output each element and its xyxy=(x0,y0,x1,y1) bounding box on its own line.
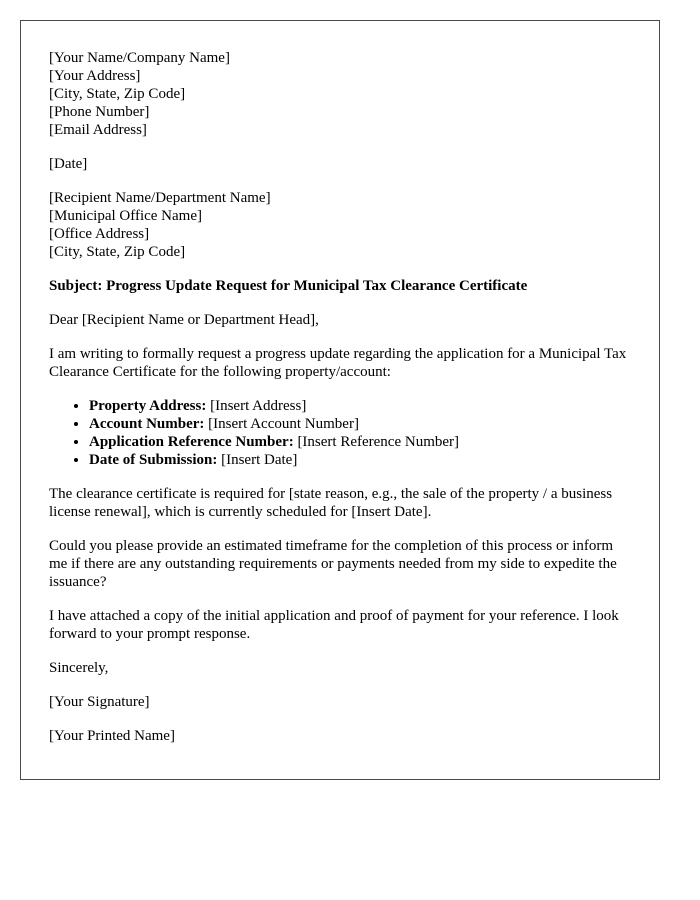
sender-block xyxy=(49,49,631,139)
detail-label: Date of Submission: xyxy=(89,452,218,468)
detail-value: [Insert Reference Number] xyxy=(293,434,460,450)
list-item xyxy=(89,433,631,451)
date-line: [Date] xyxy=(49,156,88,172)
sender-city-state-zip: [City, State, Zip Code] xyxy=(49,86,186,102)
recipient-city-state-zip: [City, State, Zip Code] xyxy=(49,244,186,260)
letter-page xyxy=(20,20,660,780)
printed-name: [Your Printed Name] xyxy=(49,728,175,744)
detail-label: Property Address: xyxy=(89,398,207,414)
list-item xyxy=(89,415,631,433)
recipient-office: [Municipal Office Name] xyxy=(49,208,202,224)
detail-value: [Insert Account Number] xyxy=(204,416,359,432)
recipient-name: [Recipient Name/Department Name] xyxy=(49,190,271,206)
salutation: Dear [Recipient Name or Department Head], xyxy=(49,312,319,328)
detail-value: [Insert Address] xyxy=(206,398,307,414)
sender-phone: [Phone Number] xyxy=(49,104,150,120)
detail-value: [Insert Date] xyxy=(217,452,298,468)
list-item xyxy=(89,397,631,415)
recipient-address: [Office Address] xyxy=(49,226,150,242)
intro-paragraph: I am writing to formally request a progress update regarding the application for a Municipal Tax Clearance Certificate for the following property/account: xyxy=(49,346,627,380)
list-item xyxy=(89,451,631,469)
sender-email: [Email Address] xyxy=(49,122,147,138)
attachment-paragraph: I have attached a copy of the initial application and proof of payment for your reference. I look forward to your prompt response. xyxy=(49,608,619,642)
recipient-block xyxy=(49,189,631,261)
sender-address: [Your Address] xyxy=(49,68,141,84)
signature: [Your Signature] xyxy=(49,694,150,710)
details-list xyxy=(49,397,631,469)
subject-line: Subject: Progress Update Request for Municipal Tax Clearance Certificate xyxy=(49,278,528,294)
detail-label: Account Number: xyxy=(89,416,205,432)
sender-name: [Your Name/Company Name] xyxy=(49,50,230,66)
reason-paragraph: The clearance certificate is required for [state reason, e.g., the sale of the property / a business license renewal], which is currently scheduled for [Insert Date]. xyxy=(49,486,613,520)
closing: Sincerely, xyxy=(49,660,109,676)
detail-label: Application Reference Number: xyxy=(89,434,294,450)
request-paragraph: Could you please provide an estimated timeframe for the completion of this process or inform me if there are any outstanding requirements or payments needed from my side to expedite the issuance? xyxy=(49,538,617,590)
